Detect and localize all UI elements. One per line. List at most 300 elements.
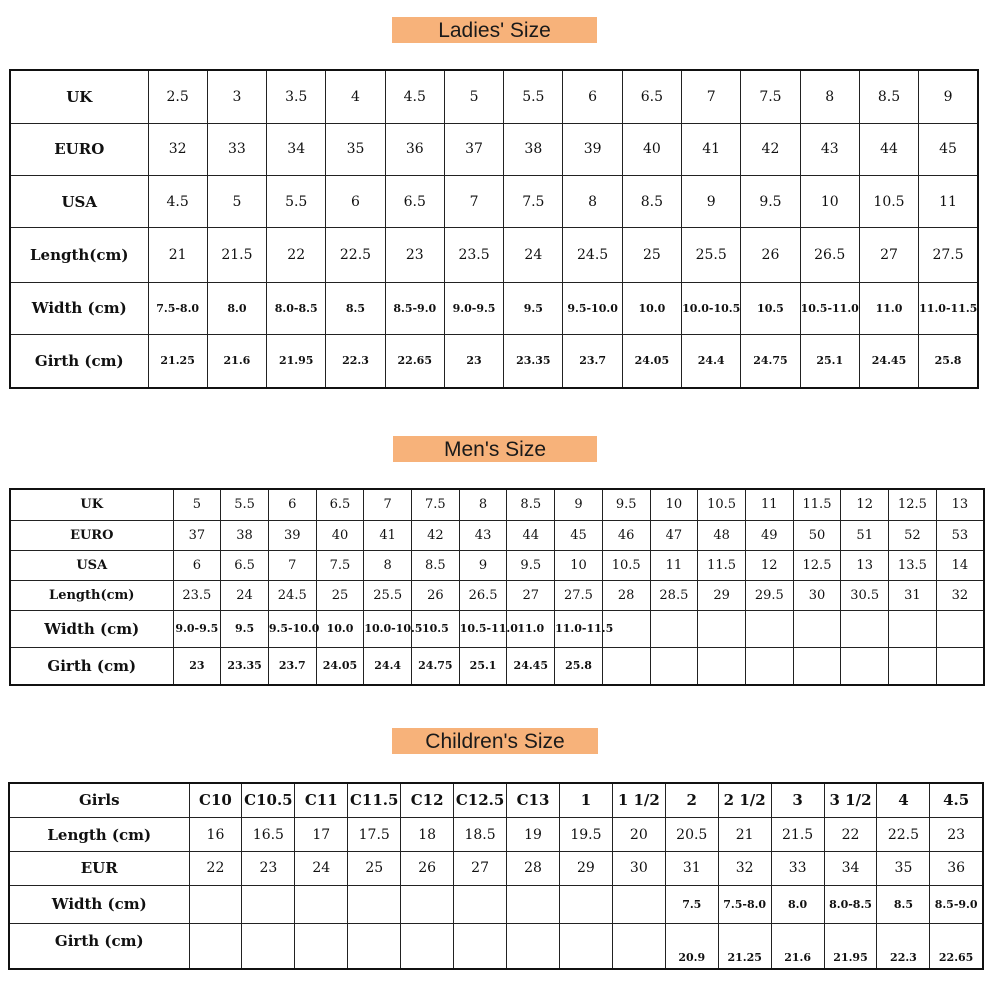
table-cell: 10 bbox=[800, 175, 859, 228]
table-cell: 7 bbox=[682, 70, 741, 124]
table-cell: 26.5 bbox=[800, 228, 859, 283]
table-cell: 46 bbox=[602, 520, 650, 550]
children-row-eur bbox=[9, 852, 983, 885]
table-cell: 33 bbox=[207, 124, 266, 176]
table-cell: 8.5-9.0 bbox=[385, 283, 444, 335]
table-cell: 4 bbox=[877, 783, 930, 817]
table-cell bbox=[242, 923, 295, 969]
table-cell: 21.95 bbox=[267, 334, 326, 388]
table-cell bbox=[348, 885, 401, 923]
table-cell: 8.5 bbox=[326, 283, 385, 335]
table-cell: 9 bbox=[459, 550, 507, 580]
table-cell: 21.6 bbox=[771, 923, 824, 969]
table-cell: 7.5 bbox=[741, 70, 800, 124]
table-cell: 31 bbox=[889, 580, 937, 610]
table-cell: 43 bbox=[800, 124, 859, 176]
table-cell: 23.7 bbox=[563, 334, 622, 388]
table-cell: 23.7 bbox=[268, 647, 316, 685]
table-cell: 7.5-8.0 bbox=[148, 283, 207, 335]
table-cell: 23 bbox=[930, 817, 983, 851]
table-cell: 7 bbox=[268, 550, 316, 580]
table-cell: 11.5 bbox=[793, 489, 841, 520]
table-cell: 7.5 bbox=[504, 175, 563, 228]
children-row-width-cm bbox=[9, 885, 983, 923]
table-cell: 28 bbox=[602, 580, 650, 610]
table-cell: 9.0-9.5 bbox=[444, 283, 503, 335]
table-cell: 25.8 bbox=[919, 334, 978, 388]
table-cell: 25.5 bbox=[364, 580, 412, 610]
table-cell: 18 bbox=[401, 817, 454, 851]
row-header: EUR bbox=[9, 852, 189, 885]
table-cell: 44 bbox=[507, 520, 555, 550]
children-row-girls bbox=[9, 783, 983, 817]
table-cell bbox=[189, 885, 242, 923]
table-cell bbox=[745, 610, 793, 647]
ladies-size-table bbox=[9, 69, 979, 389]
table-cell: 7 bbox=[444, 175, 503, 228]
table-cell: 25 bbox=[622, 228, 681, 283]
table-cell bbox=[889, 647, 937, 685]
table-cell: 34 bbox=[824, 852, 877, 885]
table-cell: 53 bbox=[936, 520, 984, 550]
table-cell: 28.5 bbox=[650, 580, 698, 610]
table-cell: 9.5 bbox=[602, 489, 650, 520]
table-cell: 2.5 bbox=[148, 70, 207, 124]
row-header: Length (cm) bbox=[9, 817, 189, 851]
table-cell: 48 bbox=[698, 520, 746, 550]
table-cell: 24.45 bbox=[859, 334, 918, 388]
table-cell: 7.5 bbox=[665, 885, 718, 923]
table-cell: 8.0-8.5 bbox=[824, 885, 877, 923]
table-cell: C12 bbox=[401, 783, 454, 817]
table-cell: 9.5-10.0 bbox=[563, 283, 622, 335]
table-cell: 40 bbox=[316, 520, 364, 550]
table-cell: 25.5 bbox=[682, 228, 741, 283]
table-cell: 11 bbox=[745, 489, 793, 520]
table-cell: 2 1/2 bbox=[718, 783, 771, 817]
table-cell: 12 bbox=[841, 489, 889, 520]
table-cell: 33 bbox=[771, 852, 824, 885]
table-cell: 8.5 bbox=[507, 489, 555, 520]
table-cell bbox=[401, 885, 454, 923]
table-cell: 3.5 bbox=[267, 70, 326, 124]
table-cell: 8.0 bbox=[771, 885, 824, 923]
row-header: Width (cm) bbox=[10, 610, 173, 647]
table-cell: 13 bbox=[936, 489, 984, 520]
table-cell: 5.5 bbox=[504, 70, 563, 124]
table-cell: 26 bbox=[741, 228, 800, 283]
ladies-size-title: Ladies' Size bbox=[392, 17, 597, 43]
row-header: Girth (cm) bbox=[10, 647, 173, 685]
table-cell: 17.5 bbox=[348, 817, 401, 851]
childrens-size-title: Children's Size bbox=[392, 728, 598, 754]
row-header: UK bbox=[10, 489, 173, 520]
table-cell: 8.5 bbox=[877, 885, 930, 923]
table-cell: 30.5 bbox=[841, 580, 889, 610]
table-cell: 34 bbox=[267, 124, 326, 176]
mens-size-title: Men's Size bbox=[393, 436, 597, 462]
table-cell: 32 bbox=[148, 124, 207, 176]
row-header: Width (cm) bbox=[9, 885, 189, 923]
table-cell: 21.25 bbox=[718, 923, 771, 969]
row-header: EURO bbox=[10, 520, 173, 550]
table-cell: 21.95 bbox=[824, 923, 877, 969]
table-cell: 22.5 bbox=[326, 228, 385, 283]
table-cell: 10.5-11.0 bbox=[800, 283, 859, 335]
table-cell bbox=[793, 610, 841, 647]
table-cell: 5 bbox=[173, 489, 221, 520]
table-cell: C11.5 bbox=[348, 783, 401, 817]
table-cell: 25.1 bbox=[459, 647, 507, 685]
table-cell: 7.5 bbox=[412, 489, 460, 520]
table-cell: 21.5 bbox=[771, 817, 824, 851]
table-cell: 16 bbox=[189, 817, 242, 851]
table-cell: 5 bbox=[207, 175, 266, 228]
table-cell: 36 bbox=[930, 852, 983, 885]
table-cell: 11.0 bbox=[859, 283, 918, 335]
table-cell bbox=[295, 885, 348, 923]
table-cell: 27.5 bbox=[555, 580, 603, 610]
table-cell bbox=[454, 885, 507, 923]
table-cell bbox=[507, 923, 560, 969]
table-cell bbox=[889, 610, 937, 647]
table-cell: 30 bbox=[612, 852, 665, 885]
table-cell: 27 bbox=[454, 852, 507, 885]
childrens-size-table bbox=[8, 782, 984, 970]
table-cell: 22 bbox=[267, 228, 326, 283]
row-header: Girth (cm) bbox=[10, 334, 148, 388]
table-cell bbox=[454, 923, 507, 969]
table-cell: 22.65 bbox=[930, 923, 983, 969]
table-cell: 25 bbox=[348, 852, 401, 885]
table-cell: 12 bbox=[745, 550, 793, 580]
table-cell: 4.5 bbox=[385, 70, 444, 124]
table-cell: 8 bbox=[364, 550, 412, 580]
table-cell: 22 bbox=[824, 817, 877, 851]
table-cell: 35 bbox=[877, 852, 930, 885]
table-cell: 24.05 bbox=[316, 647, 364, 685]
table-cell bbox=[295, 923, 348, 969]
row-header: Girls bbox=[9, 783, 189, 817]
table-cell: 10 bbox=[650, 489, 698, 520]
table-cell: 52 bbox=[889, 520, 937, 550]
ladies-row-width-cm bbox=[10, 283, 978, 335]
table-cell: 7.5-8.0 bbox=[718, 885, 771, 923]
row-header: Length(cm) bbox=[10, 580, 173, 610]
table-cell: 19 bbox=[507, 817, 560, 851]
men-row-uk bbox=[10, 489, 984, 520]
table-cell: 11.0-11.5 bbox=[555, 610, 603, 647]
ladies-row-usa bbox=[10, 175, 978, 228]
table-cell: 9 bbox=[555, 489, 603, 520]
table-cell: 6 bbox=[326, 175, 385, 228]
table-cell: 24.75 bbox=[741, 334, 800, 388]
row-header: UK bbox=[10, 70, 148, 124]
row-header: Length(cm) bbox=[10, 228, 148, 283]
table-cell bbox=[650, 610, 698, 647]
table-cell: 30 bbox=[793, 580, 841, 610]
men-row-width-cm bbox=[10, 610, 984, 647]
table-cell: 8.5 bbox=[622, 175, 681, 228]
table-cell: 41 bbox=[364, 520, 412, 550]
table-cell: 10 bbox=[555, 550, 603, 580]
table-cell bbox=[698, 647, 746, 685]
table-cell: 5.5 bbox=[267, 175, 326, 228]
table-cell: 10.0 bbox=[316, 610, 364, 647]
table-cell: 8 bbox=[800, 70, 859, 124]
table-cell: 13 bbox=[841, 550, 889, 580]
table-cell: 23.35 bbox=[504, 334, 563, 388]
row-header: EURO bbox=[10, 124, 148, 176]
table-cell: 29 bbox=[698, 580, 746, 610]
table-cell: 23.5 bbox=[444, 228, 503, 283]
table-cell: 10.0 bbox=[622, 283, 681, 335]
table-cell: 41 bbox=[682, 124, 741, 176]
table-cell: 6 bbox=[563, 70, 622, 124]
table-cell: 10.0-10.5 bbox=[364, 610, 412, 647]
table-cell: 10.5-11.0 bbox=[459, 610, 507, 647]
table-cell: C10 bbox=[189, 783, 242, 817]
table-cell: 26.5 bbox=[459, 580, 507, 610]
row-header: Girth (cm) bbox=[9, 923, 189, 969]
table-cell: 26 bbox=[412, 580, 460, 610]
table-cell: 11.0-11.5 bbox=[919, 283, 978, 335]
table-cell: 10.5 bbox=[602, 550, 650, 580]
table-cell: 8 bbox=[459, 489, 507, 520]
table-cell: 23 bbox=[385, 228, 444, 283]
row-header: USA bbox=[10, 550, 173, 580]
table-cell: 22 bbox=[189, 852, 242, 885]
table-cell: 10.5 bbox=[741, 283, 800, 335]
table-cell: 50 bbox=[793, 520, 841, 550]
table-cell bbox=[189, 923, 242, 969]
table-cell: 6.5 bbox=[622, 70, 681, 124]
table-cell: 24.5 bbox=[268, 580, 316, 610]
table-cell: 9.5-10.0 bbox=[268, 610, 316, 647]
table-cell: 8.0-8.5 bbox=[267, 283, 326, 335]
table-cell bbox=[936, 647, 984, 685]
table-cell: 20 bbox=[612, 817, 665, 851]
table-cell: 35 bbox=[326, 124, 385, 176]
table-cell: 22.3 bbox=[877, 923, 930, 969]
table-cell: 9.5 bbox=[507, 550, 555, 580]
table-cell: 1 bbox=[559, 783, 612, 817]
table-cell: 24.05 bbox=[622, 334, 681, 388]
table-cell: 25.8 bbox=[555, 647, 603, 685]
table-cell: 11.0 bbox=[507, 610, 555, 647]
table-cell: 10.0-10.5 bbox=[682, 283, 741, 335]
table-cell: 25 bbox=[316, 580, 364, 610]
table-cell: 11 bbox=[650, 550, 698, 580]
men-row-euro bbox=[10, 520, 984, 550]
table-cell: 9 bbox=[682, 175, 741, 228]
table-cell: 8.5 bbox=[859, 70, 918, 124]
table-cell: 24.4 bbox=[364, 647, 412, 685]
table-cell: 2 bbox=[665, 783, 718, 817]
table-cell: 42 bbox=[412, 520, 460, 550]
table-cell bbox=[936, 610, 984, 647]
table-cell bbox=[348, 923, 401, 969]
table-cell bbox=[612, 923, 665, 969]
table-cell: 26 bbox=[401, 852, 454, 885]
table-cell: 10.5 bbox=[412, 610, 460, 647]
table-cell: 51 bbox=[841, 520, 889, 550]
table-cell: 4.5 bbox=[148, 175, 207, 228]
table-cell: 19.5 bbox=[559, 817, 612, 851]
table-cell: 3 1/2 bbox=[824, 783, 877, 817]
table-cell: 20.9 bbox=[665, 923, 718, 969]
table-cell: 4 bbox=[326, 70, 385, 124]
table-cell bbox=[242, 885, 295, 923]
table-cell: 16.5 bbox=[242, 817, 295, 851]
table-cell: 24 bbox=[295, 852, 348, 885]
table-cell: 20.5 bbox=[665, 817, 718, 851]
table-cell: 24.4 bbox=[682, 334, 741, 388]
table-cell: 21 bbox=[148, 228, 207, 283]
table-cell bbox=[559, 885, 612, 923]
table-cell: 21 bbox=[718, 817, 771, 851]
table-cell: 21.5 bbox=[207, 228, 266, 283]
table-cell: 27 bbox=[507, 580, 555, 610]
table-cell bbox=[612, 885, 665, 923]
table-cell: 40 bbox=[622, 124, 681, 176]
men-row-length-cm bbox=[10, 580, 984, 610]
table-cell: 39 bbox=[563, 124, 622, 176]
table-cell: 5 bbox=[444, 70, 503, 124]
table-cell: 6.5 bbox=[221, 550, 269, 580]
table-cell: 21.6 bbox=[207, 334, 266, 388]
table-cell: 5.5 bbox=[221, 489, 269, 520]
table-cell: 1 1/2 bbox=[612, 783, 665, 817]
table-cell: 32 bbox=[718, 852, 771, 885]
table-cell: 29.5 bbox=[745, 580, 793, 610]
table-cell: 6 bbox=[173, 550, 221, 580]
table-cell: 8.0 bbox=[207, 283, 266, 335]
table-cell: 37 bbox=[444, 124, 503, 176]
table-cell: 45 bbox=[919, 124, 978, 176]
ladies-row-euro bbox=[10, 124, 978, 176]
table-cell: 6.5 bbox=[385, 175, 444, 228]
ladies-row-uk bbox=[10, 70, 978, 124]
table-cell: 45 bbox=[555, 520, 603, 550]
table-cell: 43 bbox=[459, 520, 507, 550]
table-cell: 24.5 bbox=[563, 228, 622, 283]
table-cell: 25.1 bbox=[800, 334, 859, 388]
men-row-girth-cm bbox=[10, 647, 984, 685]
table-cell: 3 bbox=[771, 783, 824, 817]
table-cell: 8.5 bbox=[412, 550, 460, 580]
table-cell: 23.35 bbox=[221, 647, 269, 685]
table-cell: 42 bbox=[741, 124, 800, 176]
table-cell: 12.5 bbox=[793, 550, 841, 580]
table-cell: 4.5 bbox=[930, 783, 983, 817]
table-cell: 44 bbox=[859, 124, 918, 176]
table-cell: 6 bbox=[268, 489, 316, 520]
table-cell: 24 bbox=[504, 228, 563, 283]
table-cell: 47 bbox=[650, 520, 698, 550]
table-cell: 24.75 bbox=[412, 647, 460, 685]
table-cell: 7 bbox=[364, 489, 412, 520]
table-cell: 10.5 bbox=[698, 489, 746, 520]
table-cell: 22.5 bbox=[877, 817, 930, 851]
table-cell: 23 bbox=[242, 852, 295, 885]
table-cell bbox=[401, 923, 454, 969]
children-row-girth-cm bbox=[9, 923, 983, 969]
table-cell: 39 bbox=[268, 520, 316, 550]
table-cell: C11 bbox=[295, 783, 348, 817]
table-cell: C10.5 bbox=[242, 783, 295, 817]
table-cell: 8 bbox=[563, 175, 622, 228]
table-cell bbox=[602, 647, 650, 685]
table-cell: 9.5 bbox=[741, 175, 800, 228]
table-cell bbox=[559, 923, 612, 969]
table-cell: 27 bbox=[859, 228, 918, 283]
table-cell: 23 bbox=[173, 647, 221, 685]
table-cell: 23 bbox=[444, 334, 503, 388]
men-row-usa bbox=[10, 550, 984, 580]
table-cell: 3 bbox=[207, 70, 266, 124]
table-cell bbox=[841, 610, 889, 647]
table-cell bbox=[698, 610, 746, 647]
table-cell: 7.5 bbox=[316, 550, 364, 580]
table-cell: 14 bbox=[936, 550, 984, 580]
table-cell: C12.5 bbox=[454, 783, 507, 817]
table-cell: 6.5 bbox=[316, 489, 364, 520]
table-cell: 24 bbox=[221, 580, 269, 610]
table-cell: 49 bbox=[745, 520, 793, 550]
row-header: USA bbox=[10, 175, 148, 228]
table-cell bbox=[650, 647, 698, 685]
table-cell: 9.5 bbox=[221, 610, 269, 647]
children-row-length-cm bbox=[9, 817, 983, 851]
table-cell: 36 bbox=[385, 124, 444, 176]
ladies-row-length-cm bbox=[10, 228, 978, 283]
mens-size-table bbox=[9, 488, 985, 686]
table-cell: 38 bbox=[504, 124, 563, 176]
table-cell: 37 bbox=[173, 520, 221, 550]
table-cell: 23.5 bbox=[173, 580, 221, 610]
table-cell: 9.5 bbox=[504, 283, 563, 335]
row-header: Width (cm) bbox=[10, 283, 148, 335]
table-cell: 27.5 bbox=[919, 228, 978, 283]
table-cell: C13 bbox=[507, 783, 560, 817]
table-cell: 24.45 bbox=[507, 647, 555, 685]
table-cell: 22.65 bbox=[385, 334, 444, 388]
table-cell: 32 bbox=[936, 580, 984, 610]
table-cell: 11 bbox=[919, 175, 978, 228]
table-cell: 8.5-9.0 bbox=[930, 885, 983, 923]
table-cell: 11.5 bbox=[698, 550, 746, 580]
ladies-row-girth-cm bbox=[10, 334, 978, 388]
table-cell: 21.25 bbox=[148, 334, 207, 388]
table-cell: 28 bbox=[507, 852, 560, 885]
table-cell: 38 bbox=[221, 520, 269, 550]
table-cell: 31 bbox=[665, 852, 718, 885]
table-cell bbox=[507, 885, 560, 923]
table-cell: 12.5 bbox=[889, 489, 937, 520]
table-cell: 10.5 bbox=[859, 175, 918, 228]
table-cell: 29 bbox=[559, 852, 612, 885]
table-cell: 18.5 bbox=[454, 817, 507, 851]
table-cell: 17 bbox=[295, 817, 348, 851]
table-cell: 9 bbox=[919, 70, 978, 124]
table-cell: 13.5 bbox=[889, 550, 937, 580]
table-cell bbox=[793, 647, 841, 685]
table-cell: 22.3 bbox=[326, 334, 385, 388]
table-cell: 9.0-9.5 bbox=[173, 610, 221, 647]
table-cell bbox=[841, 647, 889, 685]
table-cell bbox=[745, 647, 793, 685]
